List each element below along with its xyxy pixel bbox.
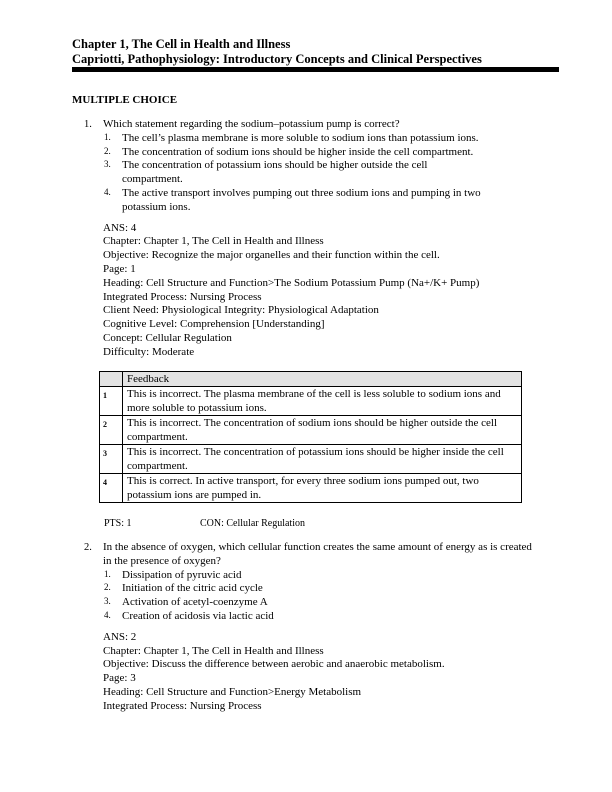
meta-heading: Heading: Cell Structure and Function>The Sodium Potassium Pump (Na+/K+ Pump) <box>103 276 480 289</box>
option-list <box>72 132 542 215</box>
option <box>72 582 542 596</box>
section-title: MULTIPLE CHOICE <box>72 94 178 106</box>
option-label: 3. <box>104 596 111 607</box>
option <box>72 159 542 187</box>
option-label: 4. <box>104 609 111 620</box>
feedback-row <box>100 445 522 474</box>
feedback-index: 3 <box>100 445 123 474</box>
option-text: Dissipation of pyruvic acid <box>122 568 242 581</box>
feedback-table <box>99 371 522 504</box>
answer: ANS: 4 <box>103 221 137 234</box>
option-label: 1. <box>104 568 111 579</box>
option-text: The concentration of sodium ions should be higher inside the cell compartment. <box>122 145 474 158</box>
points: PTS: 1 <box>104 518 132 530</box>
answer-metadata <box>72 631 542 714</box>
meta-chapter: Chapter: Chapter 1, The Cell in Health and Illness <box>103 644 324 657</box>
option-text: Creation of acidosis via lactic acid <box>122 609 274 622</box>
meta-concept: Concept: Cellular Regulation <box>103 331 232 344</box>
question-stem <box>72 118 542 132</box>
feedback-text: This is incorrect. The concentration of sodium ions should be higher outside the cell compartment. <box>123 416 522 445</box>
option-text: The active transport involves pumping out three sodium ions and pumping in two potassium ions. <box>122 186 481 213</box>
feedback-row <box>100 416 522 445</box>
feedback-header: Feedback <box>123 371 522 387</box>
feedback-text: This is incorrect. The concentration of potassium ions should be higher inside the cell compartment. <box>123 445 522 474</box>
feedback-index: 4 <box>100 474 123 503</box>
meta-heading: Heading: Cell Structure and Function>Energy Metabolism <box>103 685 362 698</box>
question-number: 1. <box>84 119 92 130</box>
chapter-title: Chapter 1, The Cell in Health and Illness <box>72 37 291 51</box>
option-label: 4. <box>104 186 111 197</box>
answer: ANS: 2 <box>103 630 137 643</box>
meta-page: Page: 3 <box>103 672 136 685</box>
book-title: Capriotti, Pathophysiology: Introductory Concepts and Clinical Perspectives <box>72 52 482 66</box>
option-text: The concentration of potassium ions should be higher outside the cell compartment. <box>122 159 428 186</box>
meta-page: Page: 1 <box>103 262 136 275</box>
option-label: 3. <box>104 159 111 170</box>
option <box>72 596 542 610</box>
meta-difficulty: Difficulty: Moderate <box>103 345 195 358</box>
option <box>72 187 542 215</box>
document-header <box>72 37 552 67</box>
option-list <box>72 569 542 624</box>
option <box>72 610 542 624</box>
option <box>72 569 542 583</box>
option-text: The cell’s plasma membrane is more soluble to sodium ions than potassium ions. <box>122 131 479 144</box>
question-stem <box>72 541 542 569</box>
question-1 <box>72 118 542 531</box>
answer-metadata <box>72 222 542 360</box>
feedback-index: 1 <box>100 387 123 416</box>
meta-objective: Objective: Discuss the difference between aerobic and anaerobic metabolism. <box>103 658 445 671</box>
question-text: Which statement regarding the sodium–potassium pump is correct? <box>103 118 400 130</box>
feedback-index: 2 <box>100 416 123 445</box>
meta-chapter: Chapter: Chapter 1, The Cell in Health and Illness <box>103 235 324 248</box>
option-label: 1. <box>104 131 111 142</box>
header-rule <box>72 67 559 72</box>
feedback-row <box>100 387 522 416</box>
question-text: In the absence of oxygen, which cellular function creates the same amount of energy as is created in the presence of oxygen? <box>103 541 532 567</box>
feedback-text: This is incorrect. The plasma membrane of the cell is less soluble to sodium ions and more soluble to potassium ions. <box>123 387 522 416</box>
question-number: 2. <box>84 542 92 553</box>
feedback-text: This is correct. In active transport, for every three sodium ions pumped out, two potassium ions are pumped in. <box>123 474 522 503</box>
meta-integrated-process: Integrated Process: Nursing Process <box>103 290 262 303</box>
option-text: Initiation of the citric acid cycle <box>122 582 263 595</box>
option-text: Activation of acetyl-coenzyme A <box>122 596 268 609</box>
meta-client-need: Client Need: Physiological Integrity: Physiological Adaptation <box>103 304 379 317</box>
feedback-header-row <box>100 371 522 387</box>
option-label: 2. <box>104 582 111 593</box>
feedback-row <box>100 474 522 503</box>
option <box>72 132 542 146</box>
points-line <box>72 517 542 531</box>
option-label: 2. <box>104 145 111 156</box>
concept-tag: CON: Cellular Regulation <box>200 518 305 530</box>
meta-integrated-process: Integrated Process: Nursing Process <box>103 699 262 712</box>
feedback-header-index <box>100 371 123 387</box>
meta-cognitive-level: Cognitive Level: Comprehension [Understanding] <box>103 318 325 331</box>
option <box>72 146 542 160</box>
meta-objective: Objective: Recognize the major organelles and their function within the cell. <box>103 249 440 262</box>
question-2 <box>72 541 542 714</box>
